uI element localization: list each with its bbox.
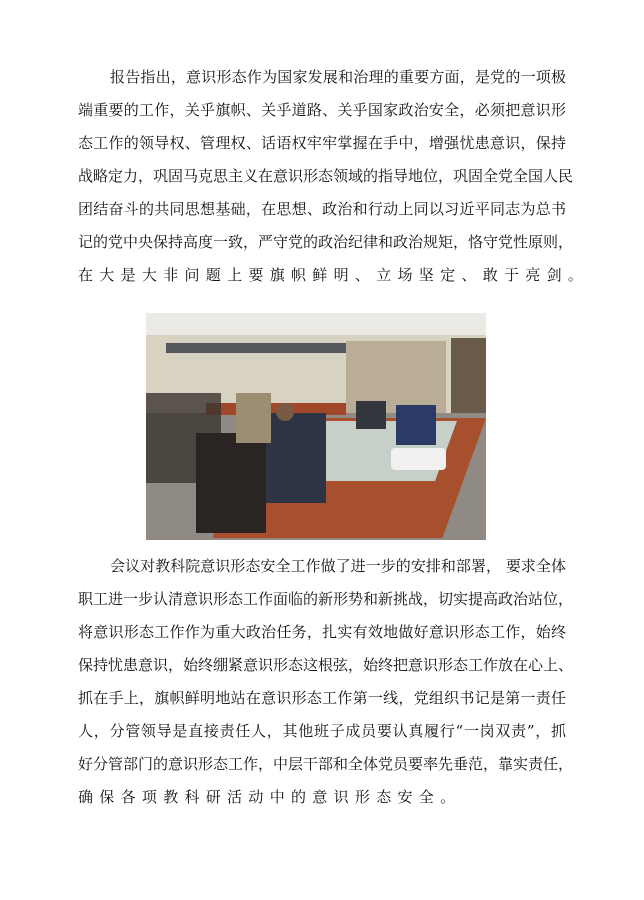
text-line: 记的党中央保持高度一致，严守党的政治纪律和政治规矩，恪守党性原则， [78, 233, 574, 251]
text-line: 确保各项教科研活动中的意识形态安全。 [78, 788, 462, 806]
meeting-photo [146, 313, 486, 540]
text-line: 好分管部门的意识形态工作，中层干部和全体党员要率先垂范，靠实责任， [78, 755, 574, 773]
text-line: 抓在手上，旗帜鲜明地站在意识形态工作第一线，党组织书记是第一责任 [78, 689, 566, 707]
text-line: 在大是大非问题上要旗帜鲜明、立场坚定、敢于亮剑。 [78, 266, 590, 284]
text-line: 职工进一步认清意识形态工作面临的新形势和新挑战，切实提高政治站位， [78, 590, 574, 608]
text-line: 端重要的工作，关乎旗帜、关乎道路、关乎国家政治安全，必须把意识形 [78, 101, 566, 119]
text-line: 战略定力，巩固马克思主义在意识形态领域的指导地位，巩固全党全国人民 [78, 167, 574, 185]
text-line: 将意识形态工作作为重大政治任务，扎实有效地做好意识形态工作，始终 [78, 623, 566, 641]
text-line: 态工作的领导权、管理权、话语权牢牢掌握在手中，增强忧患意识，保持 [78, 134, 566, 152]
text-line: 团结奋斗的共同思想基础，在思想、政治和行动上同以习近平同志为总书 [78, 200, 566, 218]
text-line: 会议对教科院意识形态安全工作做了进一步的安排和部署， 要求全体 [110, 557, 566, 575]
text-line: 报告指出，意识形态作为国家发展和治理的重要方面，是党的一项极 [110, 68, 566, 86]
text-line: 人，分管领导是直接责任人，其他班子成员要认真履行“一岗双责”，抓 [78, 722, 566, 740]
text-line: 保持忧患意识，始终绷紧意识形态这根弦，始终把意识形态工作放在心上、 [78, 656, 574, 674]
